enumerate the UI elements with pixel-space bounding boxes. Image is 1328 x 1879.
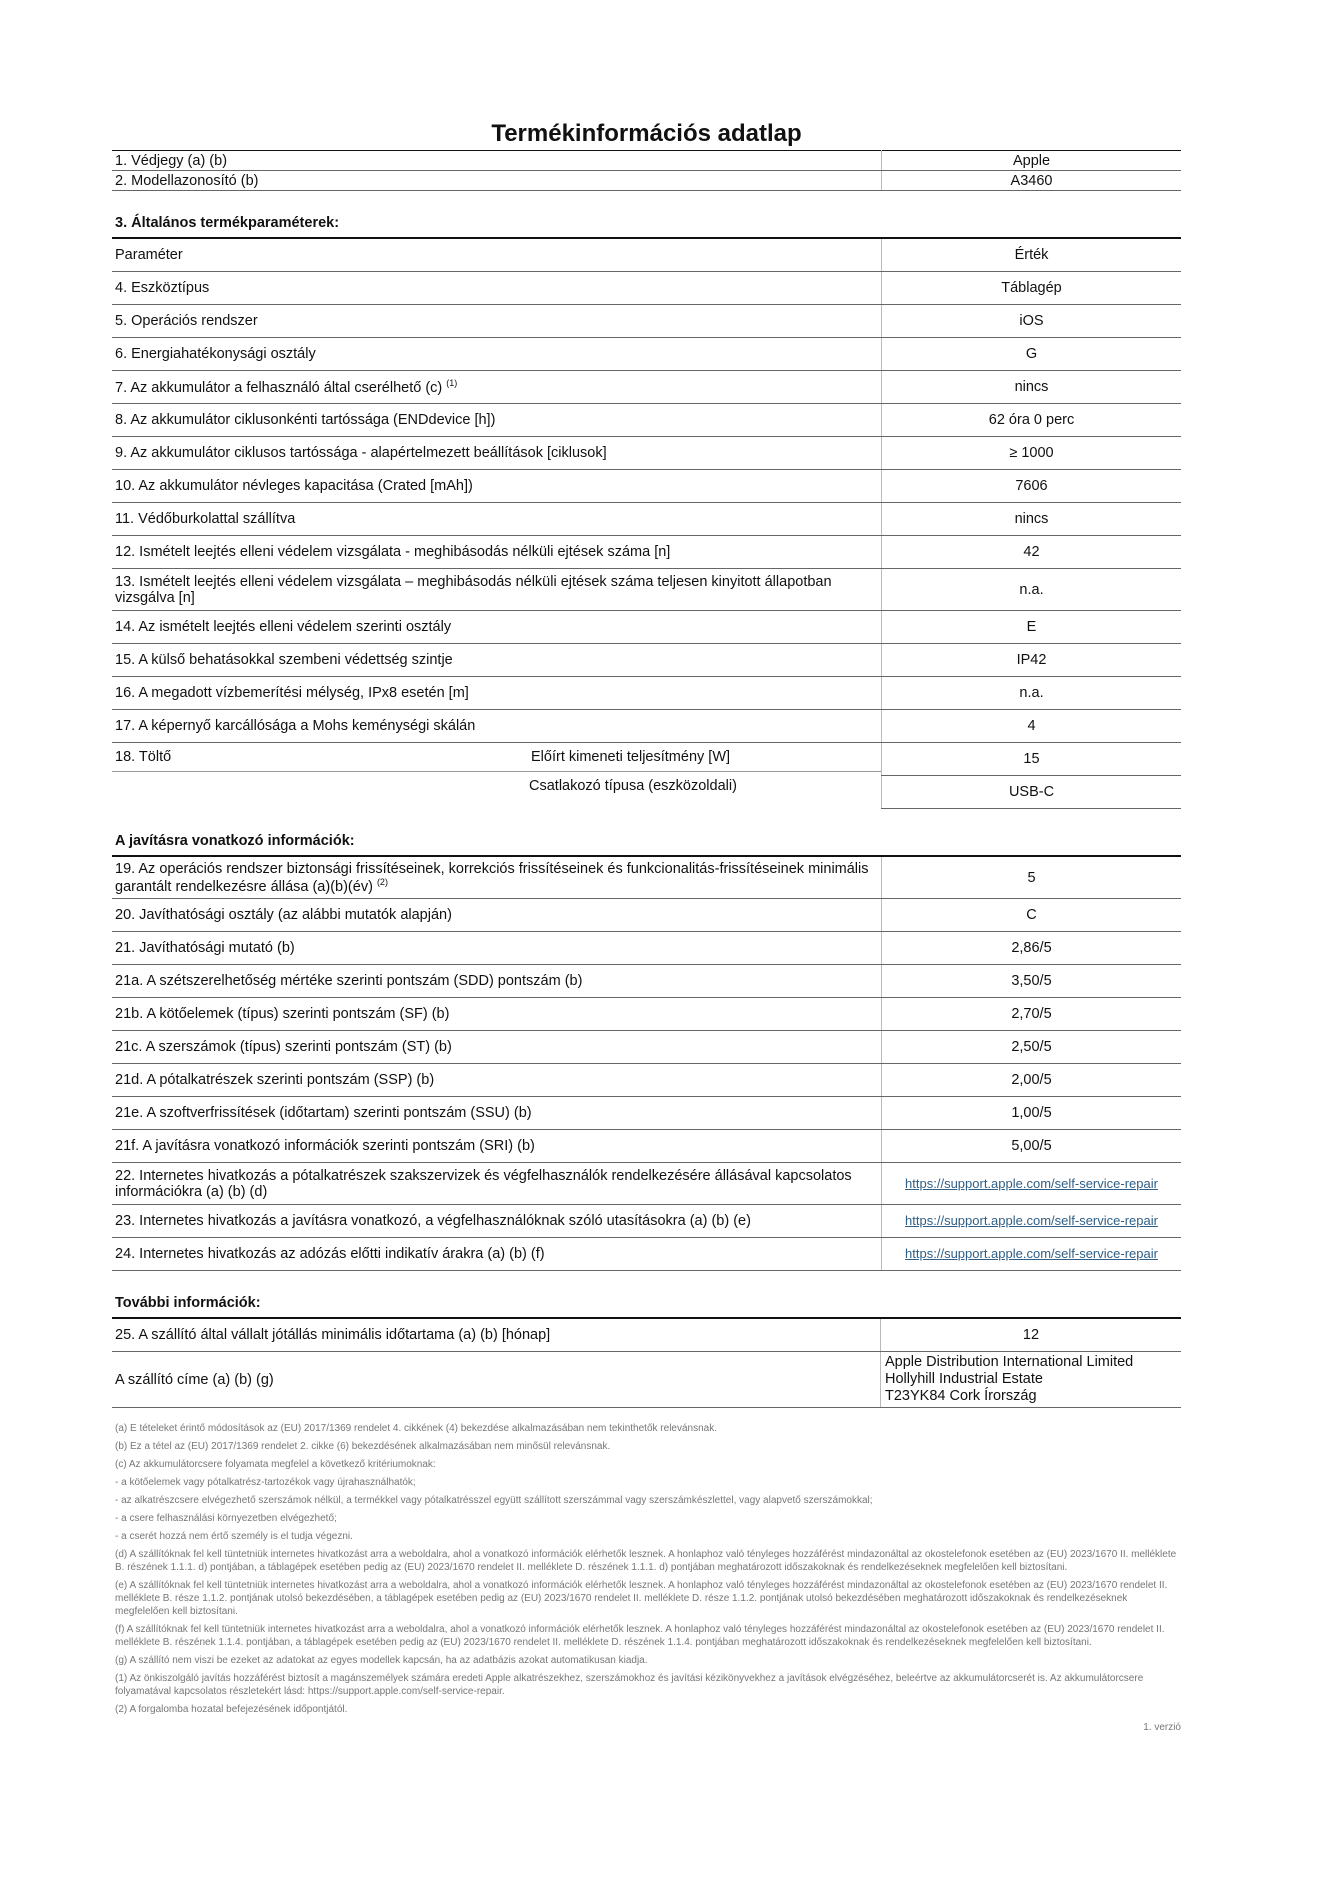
table-row bbox=[112, 965, 1181, 998]
footnote-ref: (1) bbox=[446, 378, 458, 389]
address-line: T23YK84 Cork Írország bbox=[885, 1388, 1037, 1404]
footnote: (1) Az önkiszolgáló javítás hozzáférést biztosít a magánszemélyek számára eredeti Apple alkatrészekhez, szerszámokhoz és javítási kézikönyvekhez a javítások elvégzéséhez, beleértve az akkumulátorcserét is. Az akkumulátorcsere folyamatával kapcsolatos részletekért lásd: https://support.apple.com/self-service-repair. bbox=[115, 1673, 1144, 1697]
table-row bbox=[112, 856, 1181, 899]
repair-link[interactable]: https://support.apple.com/self-service-repair bbox=[905, 1175, 1158, 1191]
row-value: nincs bbox=[882, 503, 1182, 536]
row-value: 62 óra 0 perc bbox=[882, 404, 1182, 437]
row-label: 17. A képernyő karcállósága a Mohs keménységi skálán bbox=[112, 710, 882, 743]
row-label: 4. Eszköztípus bbox=[112, 272, 882, 305]
table-row bbox=[112, 569, 1181, 611]
footnote: - a cserét hozzá nem értő személy is el tudja végezni. bbox=[115, 1531, 353, 1542]
row-label: 7. Az akkumulátor a felhasználó által cserélhető (c) $^{(1)}$ bbox=[112, 371, 882, 404]
table-row bbox=[112, 677, 1181, 710]
row-value: 3,50/5 bbox=[882, 965, 1182, 998]
row-value: Táblagép bbox=[882, 272, 1182, 305]
row-label: 21d. A pótalkatrészek szerinti pontszám (SSP) (b) bbox=[112, 1064, 882, 1097]
row-label: 15. A külső behatásokkal szembeni védettség szintje bbox=[112, 644, 882, 677]
table-row bbox=[112, 1064, 1181, 1097]
footnote: - a kötőelemek vagy pótalkatrész-tartozékok vagy újrahasználhatók; bbox=[115, 1477, 416, 1488]
row-label: 20. Javíthatósági osztály (az alábbi mutatók alapján) bbox=[112, 899, 882, 932]
table-row bbox=[112, 644, 1181, 677]
table-row bbox=[112, 171, 1181, 191]
section-repair-title: A javításra vonatkozó információk: bbox=[115, 833, 355, 849]
row-label: 2. Modellazonosító (b) bbox=[112, 171, 882, 191]
row-value bbox=[882, 1205, 1182, 1238]
row-value: A3460 bbox=[882, 171, 1182, 191]
footnote: (2) A forgalomba hozatal befejezésének időpontjától. bbox=[115, 1704, 348, 1715]
row-label: 9. Az akkumulátor ciklusos tartóssága - alapértelmezett beállítások [ciklusok] bbox=[112, 437, 882, 470]
table-row bbox=[112, 151, 1181, 171]
address-line: Apple Distribution International Limited bbox=[885, 1354, 1134, 1370]
more-table bbox=[112, 1317, 1181, 1408]
footnotes bbox=[112, 1422, 1181, 1716]
table-row bbox=[112, 371, 1181, 404]
footnote: (b) Ez a tétel az (EU) 2017/1369 rendelet 2. cikke (6) bekezdésének alkalmazásában nem minősül relevánsnak. bbox=[115, 1441, 611, 1452]
repair-link[interactable]: https://support.apple.com/self-service-repair bbox=[905, 1213, 1158, 1228]
row-value: 2,70/5 bbox=[882, 998, 1182, 1031]
table-row bbox=[112, 611, 1181, 644]
footnote: (a) E tételeket érintő módosítások az (EU) 2017/1369 rendelet 4. cikkének (4) bekezdése alkalmazásában nem tekinthetők relevánsnak. bbox=[115, 1423, 717, 1434]
section-general-title: 3. Általános termékparaméterek: bbox=[115, 215, 340, 231]
general-table bbox=[112, 237, 1181, 809]
row-label: 5. Operációs rendszer bbox=[112, 305, 882, 338]
table-row bbox=[112, 536, 1181, 569]
row-value bbox=[882, 1238, 1182, 1271]
row-label: 21f. A javításra vonatkozó információk szerinti pontszám (SRI) (b) bbox=[112, 1130, 882, 1163]
table-row bbox=[112, 932, 1181, 965]
table-row bbox=[112, 404, 1181, 437]
table-row bbox=[112, 710, 1181, 743]
row-label: 22. Internetes hivatkozás a pótalkatrészek szakszervizek és végfelhasználók rendelkezésére állásával kapcsolatos információkra (a) (b) (d) bbox=[112, 1163, 882, 1205]
charger-row bbox=[112, 743, 1181, 776]
table-row bbox=[112, 1352, 1181, 1408]
row-label: 21c. A szerszámok (típus) szerinti pontszám (ST) (b) bbox=[112, 1031, 882, 1064]
row-value: G bbox=[882, 338, 1182, 371]
row-value: 2,50/5 bbox=[882, 1031, 1182, 1064]
table-row bbox=[112, 998, 1181, 1031]
row-value: 42 bbox=[882, 536, 1182, 569]
row-value: IP42 bbox=[882, 644, 1182, 677]
row-label: 23. Internetes hivatkozás a javításra vonatkozó, a végfelhasználóknak szóló utasításokra (a) (b) (e) bbox=[112, 1205, 882, 1238]
row-value: 2,86/5 bbox=[882, 932, 1182, 965]
footnote: (c) Az akkumulátorcsere folyamata megfelel a következő kritériumoknak: bbox=[115, 1459, 436, 1470]
row-label: 1. Védjegy (a) (b) bbox=[112, 151, 882, 171]
table-row bbox=[112, 305, 1181, 338]
row-label: 13. Ismételt leejtés elleni védelem vizsgálata – meghibásodás nélküli ejtések száma teljesen kinyitott állapotban vizsgálva [n] bbox=[112, 569, 882, 611]
row-label: 18. Töltő bbox=[115, 749, 172, 765]
row-label: 14. Az ismételt leejtés elleni védelem szerinti osztály bbox=[112, 611, 882, 644]
row-label: 21b. A kötőelemek (típus) szerinti pontszám (SF) (b) bbox=[112, 998, 882, 1031]
supplier-address bbox=[881, 1352, 1182, 1408]
row-value: USB-C bbox=[882, 776, 1182, 809]
row-value: 7606 bbox=[882, 470, 1182, 503]
row-label: 19. Az operációs rendszer biztonsági frissítéseinek, korrekciós frissítéseinek és funkcionalitás-frissítéseinek minimális garantált rendelkezésre állása (a)(b)(év) $^{(2)}$ bbox=[112, 856, 882, 899]
row-value: C bbox=[882, 899, 1182, 932]
row-value: 5 bbox=[882, 856, 1182, 899]
row-label: 12. Ismételt leejtés elleni védelem vizsgálata - meghibásodás nélküli ejtések száma [n] bbox=[112, 536, 882, 569]
row-value: 5,00/5 bbox=[882, 1130, 1182, 1163]
version-label: 1. verzió bbox=[1143, 1722, 1181, 1733]
row-label: 6. Energiahatékonysági osztály bbox=[112, 338, 882, 371]
row-value: Apple bbox=[882, 151, 1182, 171]
table-row bbox=[112, 1318, 1181, 1352]
row-label: 16. A megadott vízbemerítési mélység, IPx8 esetén [m] bbox=[112, 677, 882, 710]
row-label: 8. Az akkumulátor ciklusonkénti tartóssága (ENDdevice [h]) bbox=[112, 404, 882, 437]
table-row bbox=[112, 272, 1181, 305]
identity-table bbox=[112, 150, 1181, 191]
address-line: Hollyhill Industrial Estate bbox=[885, 1371, 1043, 1387]
row-label: 21. Javíthatósági mutató (b) bbox=[112, 932, 882, 965]
footnote: - az alkatrészcsere elvégezhető szerszámok nélkül, a termékkel vagy pótalkatrésszel együtt szállított szerszámmal vagy szerszámkészlettel, vagy alapvető szerszámokkal; bbox=[115, 1495, 873, 1506]
footnote-ref: (2) bbox=[376, 876, 388, 887]
repair-table bbox=[112, 855, 1181, 1271]
sub-label: Csatlakozó típusa (eszközoldali) bbox=[529, 778, 737, 794]
row-label: A szállító címe (a) (b) (g) bbox=[112, 1352, 881, 1408]
row-value: E bbox=[882, 611, 1182, 644]
table-row bbox=[112, 1130, 1181, 1163]
row-label: 25. A szállító által vállalt jótállás minimális időtartama (a) (b) [hónap] bbox=[112, 1318, 881, 1352]
row-label: 11. Védőburkolattal szállítva bbox=[112, 503, 882, 536]
repair-link[interactable]: https://support.apple.com/self-service-repair bbox=[905, 1246, 1158, 1261]
table-row bbox=[112, 470, 1181, 503]
page-title: Termékinformációs adatlap bbox=[491, 120, 802, 147]
footnote: (e) A szállítóknak fel kell tüntetniük internetes hivatkozást arra a weboldalra, ahol a vonatkozó információk elérhetők lesznek. A honlaphoz való tényleges hozzáférést mindazonáltal az okostelefonok esetében az (EU) 2023/1670 rendelet II. melléklete B. része 1.1.2. pontjának utolsó bekezdésében, a táblagépek esetében pedig az (EU) 2023/1670 rendelet II. melléklete D. része 1.1.2. pontjának utolsó bekezdésében meghatározott időszakoknak és rendelkezéseknek megfelelően kell biztosítani. bbox=[115, 1580, 1168, 1617]
sub-label: Előírt kimeneti teljesítmény [W] bbox=[531, 749, 731, 765]
table-row bbox=[112, 503, 1181, 536]
table-row bbox=[112, 1238, 1181, 1271]
row-value: iOS bbox=[882, 305, 1182, 338]
table-row bbox=[112, 437, 1181, 470]
row-value: n.a. bbox=[882, 677, 1182, 710]
row-value: ≥ 1000 bbox=[882, 437, 1182, 470]
row-value: 12 bbox=[881, 1318, 1182, 1352]
table-row bbox=[112, 238, 1181, 272]
table-row bbox=[112, 1031, 1181, 1064]
section-more-title: További információk: bbox=[115, 1295, 261, 1311]
table-row bbox=[112, 1163, 1181, 1205]
footnote: (f) A szállítóknak fel kell tüntetniük internetes hivatkozást arra a weboldalra, ahol a vonatkozó információk elérhetők lesznek. A honlaphoz való tényleges hozzáférést mindazonáltal az okostelefonok esetében az (EU) 2023/1670 rendelet II. melléklete B. részének 1.1.4. pontjában, a táblagépek esetében pedig az (EU) 2023/1670 rendelet II. melléklete D. részének 1.1.4. pontjában meghatározott időszakoknak és rendelkezéseknek megfelelően kell biztosítani. bbox=[115, 1624, 1165, 1648]
row-value: nincs bbox=[882, 371, 1182, 404]
row-label: 21a. A szétszerelhetőség mértéke szerinti pontszám (SDD) pontszám (b) bbox=[112, 965, 882, 998]
row-value: 2,00/5 bbox=[882, 1064, 1182, 1097]
row-value: n.a. bbox=[882, 569, 1182, 611]
footnote: - a csere felhasználási környezetben elvégezhető; bbox=[115, 1513, 337, 1524]
row-value: 1,00/5 bbox=[882, 1097, 1182, 1130]
table-row bbox=[112, 899, 1181, 932]
footnote: (g) A szállító nem viszi be ezeket az adatokat az egyes modellek kapcsán, ha az adatbázis azokat automatikusan kiadja. bbox=[115, 1655, 648, 1666]
table-row bbox=[112, 1097, 1181, 1130]
row-value: 4 bbox=[882, 710, 1182, 743]
footnote: (d) A szállítóknak fel kell tüntetniük internetes hivatkozást arra a weboldalra, ahol a vonatkozó információk elérhetők lesznek. A honlaphoz való tényleges hozzáférést mindazonáltal az okostelefonok esetében az (EU) 2023/1670 II. melléklete B. részének 1.1.1. d) pontjában, a táblagépek esetében pedig az (EU) 2023/1670 rendelet II. melléklete D. részének 1.1.1. d) pontjában meghatározott időszakoknak és rendelkezéseknek megfelelően kell biztosítani. bbox=[115, 1549, 1177, 1573]
table-row bbox=[112, 1205, 1181, 1238]
row-value: 15 bbox=[882, 743, 1182, 776]
row-value bbox=[882, 1163, 1182, 1205]
row-label: 24. Internetes hivatkozás az adózás előtti indikatív árakra (a) (b) (f) bbox=[112, 1238, 882, 1271]
row-value: Érték bbox=[882, 238, 1182, 272]
table-row bbox=[112, 338, 1181, 371]
row-label: 21e. A szoftverfrissítések (időtartam) szerinti pontszám (SSU) (b) bbox=[112, 1097, 882, 1130]
row-label: Paraméter bbox=[112, 238, 882, 272]
row-label: 10. Az akkumulátor névleges kapacitása (Crated [mAh]) bbox=[112, 470, 882, 503]
